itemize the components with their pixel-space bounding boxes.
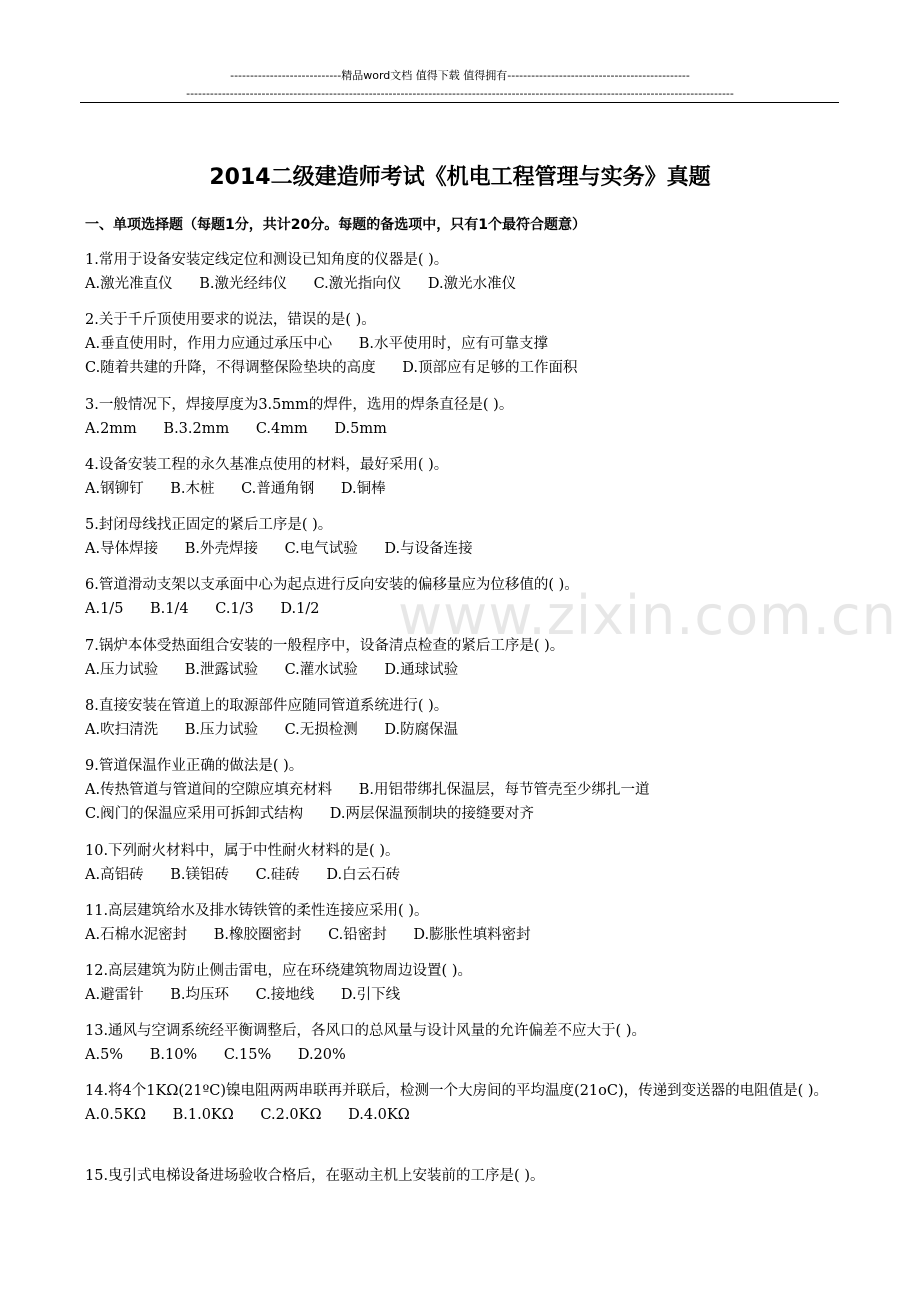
option-b: B.水平使用时，应有可靠支撑 [358,336,548,352]
option-b: B.镁铝砖 [170,867,229,883]
option-a: A.石棉水泥密封 [85,927,188,943]
option-d: D.1/2 [280,601,320,617]
option-d: D.铜棒 [340,481,386,497]
option-b: B.激光经纬仪 [199,276,287,292]
option-b: B.橡胶圈密封 [213,927,302,943]
option-c: C.灌水试验 [284,662,358,678]
question-15 [85,1164,845,1188]
question-stem: 13.通风与空调系统经平衡调整后，各风口的总风量与设计风量的允许偏差不应大于( )。 [85,1023,646,1039]
option-d: D.膨胀性填料密封 [413,927,531,943]
option-a: A.压力试验 [85,662,159,678]
option-c: C.随着共建的升降，不得调整保险垫块的高度 [85,360,376,376]
document-title: 2014二级建造师考试《机电工程管理与实务》真题 [209,165,711,190]
question-4 [85,453,845,501]
option-d: D.4.0KΩ [348,1107,410,1123]
option-c: C.电气试验 [284,541,358,557]
option-c: C.铅密封 [328,927,387,943]
option-c: C.普通角钢 [241,481,315,497]
question-10 [85,839,845,887]
question-1 [85,248,845,296]
question-stem: 7.锅炉本体受热面组合安装的一般程序中，设备清点检查的紧后工序是( )。 [85,638,565,654]
question-6 [85,573,845,621]
option-b: B.均压环 [170,987,229,1003]
option-a: A.5% [85,1047,124,1063]
question-stem: 3.一般情况下，焊接厚度为3.5mm的焊件，选用的焊条直径是( )。 [85,397,514,413]
question-stem: 8.直接安装在管道上的取源部件应随同管道系统进行( )。 [85,698,449,714]
option-d: D.激光水准仪 [427,276,517,292]
option-a: A.钢铆钉 [85,481,144,497]
option-b: B.3.2mm [163,421,230,437]
question-stem: 2.关于千斤顶使用要求的说法，错误的是( )。 [85,312,376,328]
option-a: A.2mm [85,421,137,437]
question-stem: 10.下列耐火材料中，属于中性耐火材料的是( )。 [85,843,400,859]
question-3 [85,393,845,441]
option-d: D.防腐保温 [384,722,459,738]
question-7 [85,634,845,682]
option-a: A.垂直使用时，作用力应通过承压中心 [85,336,333,352]
section-heading: 一、单项选择题（每题1分，共计20分。每题的备选项中，只有1个最符合题意） [85,217,586,233]
option-a: A.导体焊接 [85,541,159,557]
question-14 [85,1079,845,1127]
option-d: D.白云石砖 [326,867,401,883]
option-c: C.阀门的保温应采用可拆卸式结构 [85,806,304,822]
option-b: B.泄露试验 [184,662,258,678]
question-2 [85,308,845,380]
option-b: B.木桩 [170,481,215,497]
question-12 [85,959,845,1007]
option-a: A.避雷针 [85,987,144,1003]
option-b: B.1.0KΩ [172,1107,234,1123]
option-b: B.10% [149,1047,198,1063]
option-a: A.吹扫清洗 [85,722,159,738]
option-c: C.接地线 [255,987,315,1003]
question-stem: 11.高层建筑给水及排水铸铁管的柔性连接应采用( )。 [85,903,429,919]
watermark-text: www.zixin.com.cn [398,584,897,647]
option-c: C.1/3 [215,601,254,617]
option-d: D.20% [297,1047,346,1063]
question-stem: 9.管道保温作业正确的做法是( )。 [85,758,304,774]
option-d: D.5mm [334,421,387,437]
question-stem: 14.将4个1KΩ(21ºC)镍电阻两两串联再并联后，检测一个大房间的平均温度(21oC)，传递到变送器的电阻值是( )。 [85,1083,829,1099]
option-c: C.2.0KΩ [260,1107,322,1123]
option-b: B.1/4 [150,601,189,617]
header-rule [80,102,839,103]
option-c: C.无损检测 [284,722,358,738]
question-stem: 1.常用于设备安装定线定位和测设已知角度的仪器是( )。 [85,252,449,268]
option-a: A.激光准直仪 [85,276,173,292]
option-c: C.激光指向仪 [313,276,402,292]
option-d: D.引下线 [340,987,401,1003]
question-11 [85,899,845,947]
option-d: D.两层保温预制块的接缝要对齐 [329,806,535,822]
option-c: C.15% [223,1047,272,1063]
page-header-banner: ----------------------------精品word文档 值得下载 值得拥有---------------------------------------------- [230,69,690,82]
page-header-dashes: ------------------------------------------------------------------------------------------------------------------------------------------ [186,87,734,100]
question-stem: 12.高层建筑为防止侧击雷电，应在环绕建筑物周边设置( )。 [85,963,472,979]
option-a: A.1/5 [85,601,124,617]
question-5 [85,513,845,561]
option-b: B.用铝带绑扎保温层，每节管壳至少绑扎一道 [358,782,650,798]
question-stem: 6.管道滑动支架以支承面中心为起点进行反向安装的偏移量应为位移值的( )。 [85,577,579,593]
option-b: B.压力试验 [184,722,258,738]
option-a: A.高铝砖 [85,867,144,883]
question-8 [85,694,845,742]
question-stem: 15.曳引式电梯设备进场验收合格后，在驱动主机上安装前的工序是( )。 [85,1168,545,1184]
option-c: C.4mm [255,421,308,437]
option-d: D.与设备连接 [384,541,473,557]
option-b: B.外壳焊接 [184,541,258,557]
option-c: C.硅砖 [255,867,300,883]
option-a: A.0.5KΩ [85,1107,146,1123]
question-stem: 5.封闭母线找正固定的紧后工序是( )。 [85,517,333,533]
option-d: D.顶部应有足够的工作面积 [402,360,578,376]
question-9 [85,754,845,826]
question-stem: 4.设备安装工程的永久基准点使用的材料，最好采用( )。 [85,457,449,473]
option-d: D.通球试验 [384,662,459,678]
question-13 [85,1019,845,1067]
option-a: A.传热管道与管道间的空隙应填充材料 [85,782,333,798]
